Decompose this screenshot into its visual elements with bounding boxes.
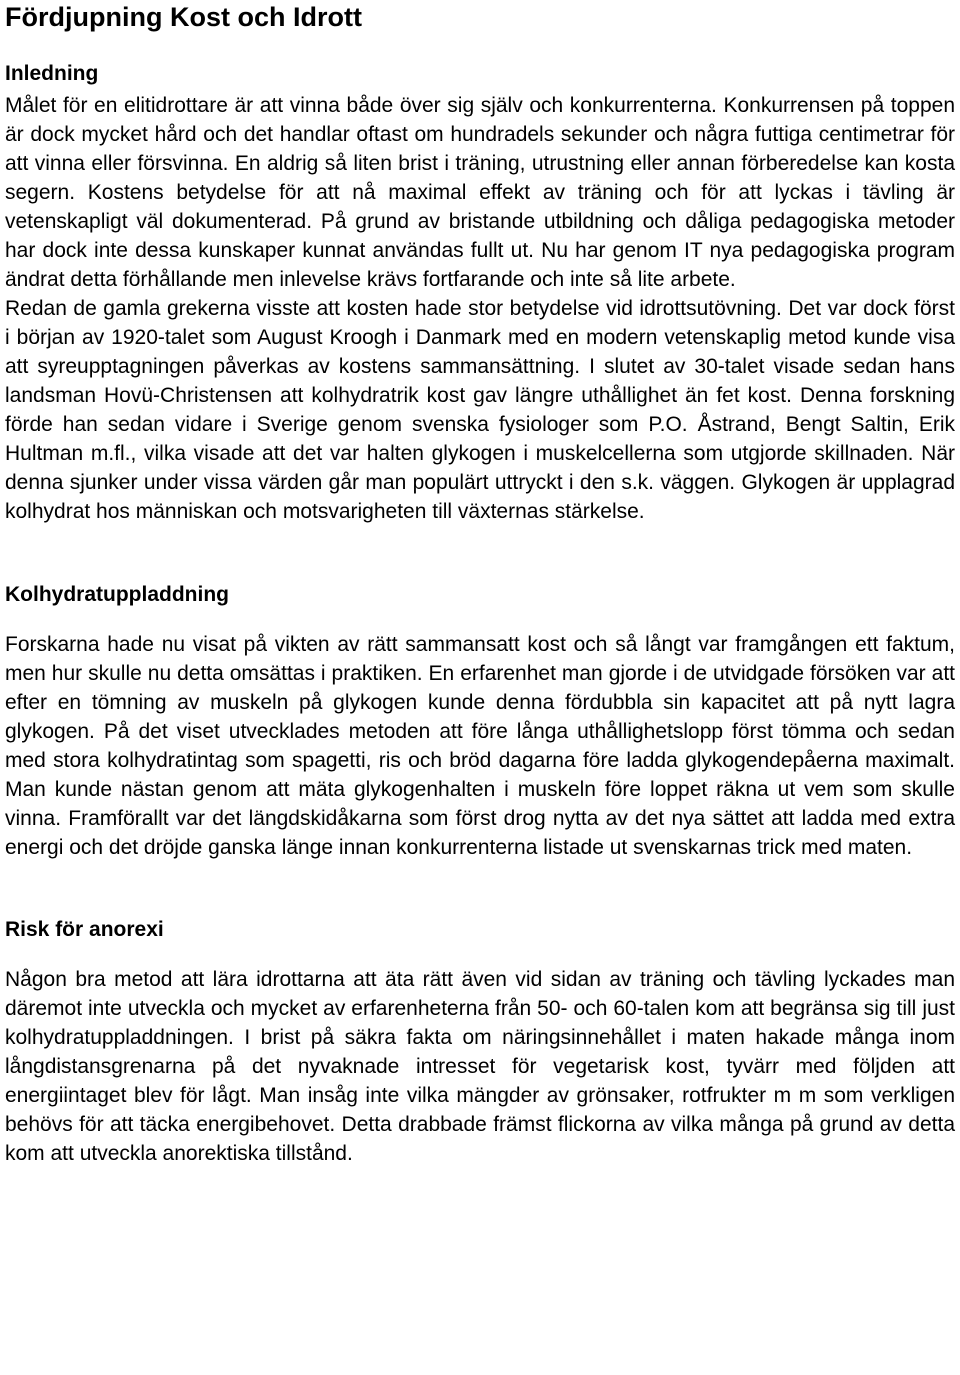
- document-page: [5, 0, 955, 1168]
- document-title: Fördjupning Kost och Idrott: [5, 2, 362, 32]
- section-kolhydratuppladdning: [5, 581, 955, 862]
- paragraph-inledning-2: Redan de gamla grekerna visste att kosten hade stor betydelse vid idrottsutövning. Det var dock först i början av 1920-talet som August Kroogh i Danmark med en modern vetenskaplig metod kunde visa att syreupptagningen påverkas av kostens sammansättning. I slutet av 30-talet visade sedan hans landsman Hovü-Christensen att kolhydratrik kost gav längre uthållighet än fet kost. Denna forskning förde han sedan vidare i Sverige genom svenska fysiologer som P.O. Åstrand, Bengt Saltin, Erik Hultman m.fl., vilka visade att det var halten glykogen i muskelcellerna som utgjorde skillnaden. När denna sjunker under vissa värden går man populärt uttryckt i den s.k. väggen. Glykogen är upplagrad kolhydrat hos människan och motsvarigheten till växternas stärkelse.: [5, 297, 955, 523]
- section-heading-risk-for-anorexi: Risk för anorexi: [5, 918, 164, 941]
- section-inledning: [5, 60, 955, 526]
- section-heading-kolhydratuppladdning: Kolhydratuppladdning: [5, 583, 229, 606]
- paragraph-risk-for-anorexi-1: Någon bra metod att lära idrottarna att äta rätt även vid sidan av träning och tävling lyckades man däremot inte utveckla och mycket av erfarenheterna från 50- och 60-talen kom att begränsa sig till just kolhydratuppladdningen. I brist på säkra fakta om näringsinnehållet i maten hakade många inom långdistansgrenarna på det nyvaknade intresset för vegetarisk kost, tyvärr med följden att energiintaget blev för lågt. Man insåg inte vilka mängder av grönsaker, rotfrukter m m som verkligen behövs för att täcka energibehovet. Detta drabbade främst flickorna av vilka många på grund av detta kom att utveckla anorektiska tillstånd.: [5, 968, 955, 1165]
- paragraph-kolhydratuppladdning-1: Forskarna hade nu visat på vikten av rätt sammansatt kost och så långt var framgången ett faktum, men hur skulle nu detta omsättas i praktiken. En erfarenhet man gjorde i de utvidgade försöken var att efter en tömning av muskeln på glykogen kunde denna fördubbla sin kapacitet att på nytt lagra glykogen. På det viset utvecklades metoden att före långa uthållighetslopp först tömma och sedan med stora kolhydratintag som spagetti, ris och bröd dagarna före ladda glykogendepåerna maximalt. Man kunde nästan genom att mäta glykogenhalten i muskeln före loppet räkna ut vem som skulle vinna. Framförallt var det längdskidåkarna som först drog nytta av det nya sättet att ladda med extra energi och det dröjde ganska länge innan konkurrenterna listade ut svenskarnas trick med maten.: [5, 633, 955, 859]
- paragraph-inledning-1: Målet för en elitidrottare är att vinna både över sig själv och konkurrenterna. Konkurrensen på toppen är dock mycket hård och det handlar oftast om hundradels sekunder och några futtiga centimetrar för att vinna eller försvinna. En aldrig så liten brist i träning, utrustning eller annan förberedelse kan kosta segern. Kostens betydelse för att nå maximal effekt av träning och för att lyckas i tävling är vetenskapligt väl dokumenterad. På grund av bristande utbildning och dåliga pedagogiska metoder har dock inte dessa kunskaper kunnat användas fullt ut. Nu har genom IT nya pedagogiska program ändrat detta förhållande men inlevelse krävs fortfarande och inte så lite arbete.: [5, 94, 955, 291]
- section-heading-inledning: Inledning: [5, 62, 99, 85]
- section-risk-for-anorexi: [5, 916, 955, 1168]
